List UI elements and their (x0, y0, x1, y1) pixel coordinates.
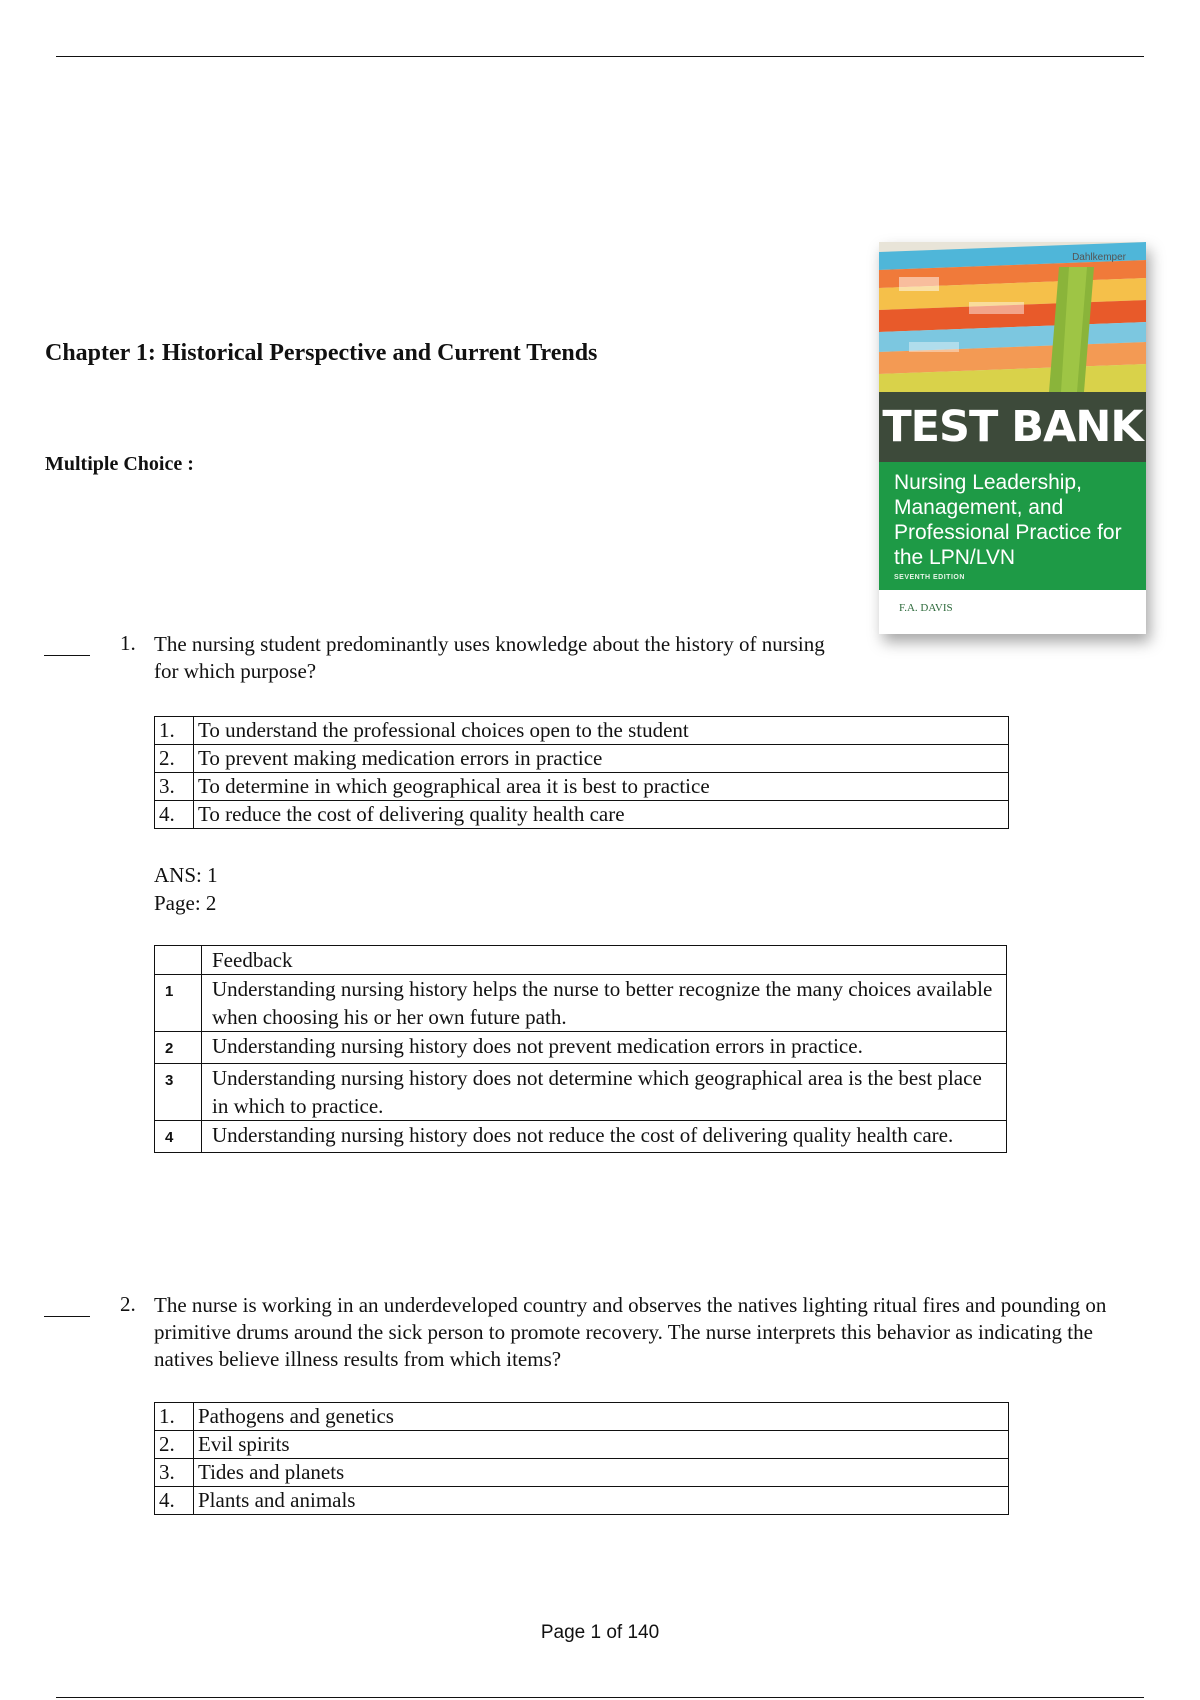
feedback-key: 3 (155, 1064, 202, 1121)
question-text-1: The nursing student predominantly uses knowledge about the history of nursing for which purpose? (154, 632, 825, 683)
chapter-title: Chapter 1: Historical Perspective and Current Trends (45, 340, 598, 366)
feedback-text: Understanding nursing history does not reduce the cost of delivering quality health care. (202, 1121, 1007, 1153)
feedback-key: 2 (155, 1032, 202, 1064)
option-number: 1. (155, 717, 194, 745)
option-text: Tides and planets (194, 1459, 1009, 1487)
option-text: To determine in which geographical area it is best to practice (194, 773, 1009, 801)
option-row (155, 1403, 1009, 1431)
option-row (155, 1431, 1009, 1459)
option-row (155, 773, 1009, 801)
feedback-header: Feedback (202, 946, 1007, 975)
bottom-rule (56, 1697, 1144, 1698)
option-text: To prevent making medication errors in practice (194, 745, 1009, 773)
feedback-table-1 (154, 945, 1007, 1153)
cover-author: Dahlkemper (1072, 252, 1126, 263)
feedback-text: Understanding nursing history helps the nurse to better recognize the many choices available when choosing his or her own future path. (202, 975, 1007, 1032)
option-row (155, 717, 1009, 745)
option-row (155, 1459, 1009, 1487)
option-number: 4. (155, 1487, 194, 1515)
option-row (155, 1487, 1009, 1515)
option-text: To reduce the cost of delivering quality health care (194, 801, 1009, 829)
options-table-2 (154, 1402, 1009, 1515)
cover-edition: SEVENTH EDITION (894, 574, 965, 581)
option-number: 3. (155, 773, 194, 801)
feedback-key: 1 (155, 975, 202, 1032)
answer-blank-1 (44, 655, 90, 656)
page-footer: Page 1 of 140 (540, 1622, 660, 1643)
feedback-text: Understanding nursing history does not determine which geographical area is the best place in which to practice. (202, 1064, 1007, 1121)
option-number: 2. (155, 745, 194, 773)
feedback-key: 4 (155, 1121, 202, 1153)
question-number-2: 2. (120, 1292, 136, 1316)
feedback-row (155, 975, 1007, 1032)
option-text: Evil spirits (194, 1431, 1009, 1459)
top-rule (56, 56, 1144, 57)
question-text-2: The nurse is working in an underdeveloped country and observes the natives lighting ritual fires and pounding on primitive drums around the sick person to promote recovery. The nurse interprets this behavior as indicating the natives believe illness results from which items? (154, 1293, 1107, 1371)
option-text: To understand the professional choices open to the student (194, 717, 1009, 745)
feedback-row (155, 1064, 1007, 1121)
option-text: Plants and animals (194, 1487, 1009, 1515)
option-text: Pathogens and genetics (194, 1403, 1009, 1431)
cover-publisher: F.A. DAVIS (899, 602, 953, 614)
cover-title: Nursing Leadership, Management, and Professional Practice for the LPN/LVN (894, 471, 1122, 569)
answer-blank-2 (44, 1316, 90, 1317)
answer-key-1: ANS: 1 (154, 863, 218, 887)
option-row (155, 745, 1009, 773)
feedback-header-row (155, 946, 1007, 975)
option-number: 1. (155, 1403, 194, 1431)
option-number: 2. (155, 1431, 194, 1459)
options-table-1 (154, 716, 1009, 829)
option-number: 3. (155, 1459, 194, 1487)
cover-banner: TEST BANK (879, 392, 1146, 462)
option-row (155, 801, 1009, 829)
section-label: Multiple Choice : (45, 453, 194, 475)
feedback-text: Understanding nursing history does not prevent medication errors in practice. (202, 1032, 1007, 1064)
page-reference-1: Page: 2 (154, 891, 217, 915)
feedback-row (155, 1032, 1007, 1064)
option-number: 4. (155, 801, 194, 829)
question-number-1: 1. (120, 631, 136, 655)
cover-art (879, 242, 1146, 392)
book-cover (879, 242, 1146, 634)
feedback-row (155, 1121, 1007, 1153)
